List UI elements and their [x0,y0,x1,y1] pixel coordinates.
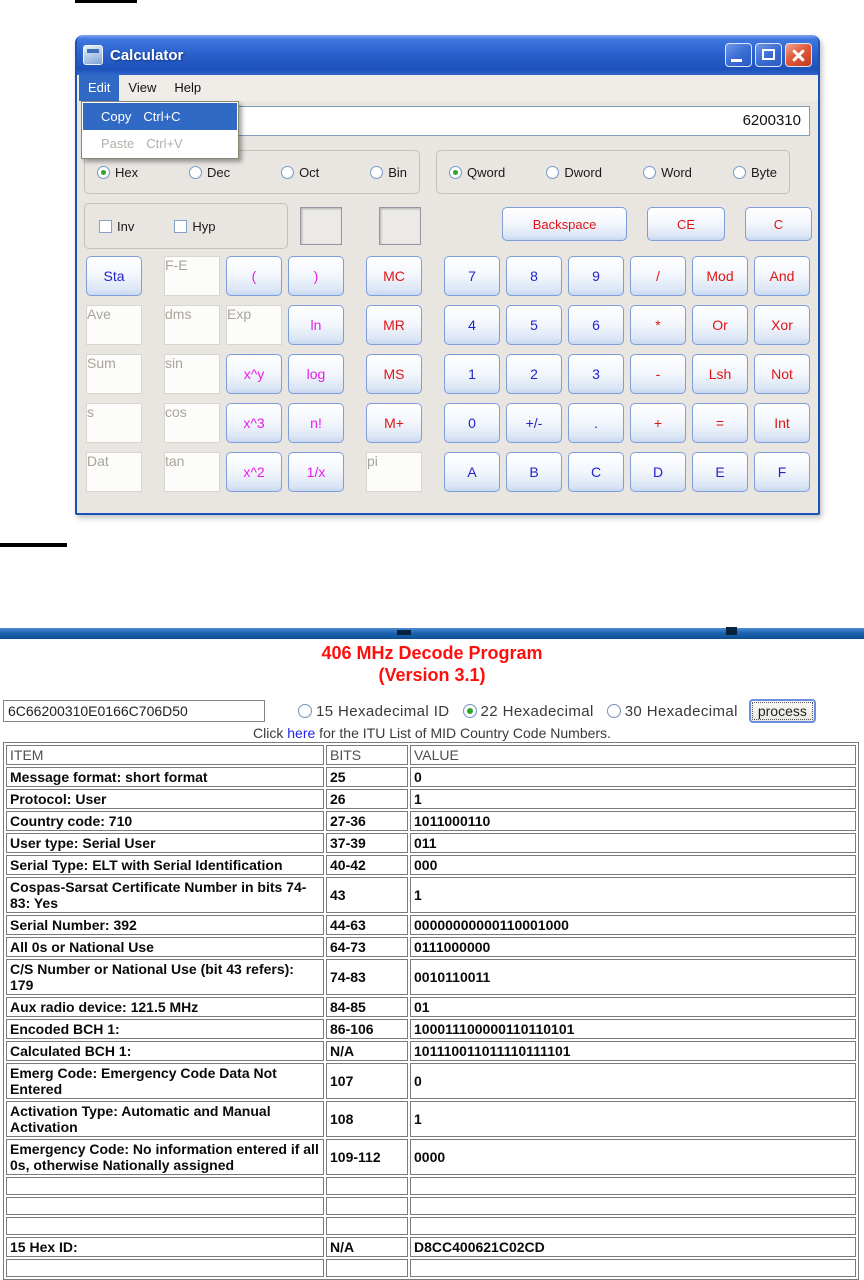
key-sta[interactable]: Sta [86,256,142,296]
key-decimal[interactable]: . [568,403,624,443]
table-row: Encoded BCH 1: 86-106 100011100000110110101 [6,1019,856,1039]
menu-bar [77,75,818,101]
key-a[interactable]: A [444,452,500,492]
key-pi: pi [366,452,422,492]
key-dat: Dat [86,452,142,492]
radio-15-hex-circle [298,704,312,718]
key-d[interactable]: D [630,452,686,492]
key-cos: cos [164,403,220,443]
calculator-display: 6200310 [87,106,810,136]
key-8[interactable]: 8 [506,256,562,296]
decode-table [3,742,859,1280]
ce-button[interactable]: CE [647,207,725,241]
key-s: s [86,403,142,443]
key-plusminus[interactable]: +/- [506,403,562,443]
key-mr[interactable]: MR [366,305,422,345]
key-exp: Exp [226,305,282,345]
backspace-button[interactable]: Backspace [502,207,627,241]
table-row: Country code: 710 27-36 1011000110 [6,811,856,831]
key-b[interactable]: B [506,452,562,492]
radio-22-hex-circle [463,704,477,718]
word-size-group [436,150,790,194]
key-multiply[interactable]: * [630,305,686,345]
key-6[interactable]: 6 [568,305,624,345]
key-f[interactable]: F [754,452,810,492]
calculator-window [75,35,820,515]
radio-30-hex-circle [607,704,621,718]
radio-dword[interactable]: Dword [546,165,602,180]
table-row: User type: Serial User 37-39 011 [6,833,856,853]
key-equals[interactable]: = [692,403,748,443]
checkbox-hyp[interactable]: Hyp [174,219,215,234]
key-2[interactable]: 2 [506,354,562,394]
table-row: Serial Type: ELT with Serial Identification 40-42 000 [6,855,856,875]
title-bar[interactable] [77,35,818,75]
key-xsquare[interactable]: x^2 [226,452,282,492]
radio-byte-circle [733,166,746,179]
hex-id-input[interactable] [3,700,265,722]
table-row: Protocol: User 26 1 [6,789,856,809]
radio-22-hex[interactable]: 22 Hexadecimal [463,703,594,720]
hyp-checkbox-box [174,220,187,233]
table-row: All 0s or National Use 64-73 0111000000 [6,937,856,957]
table-row-empty [6,1217,856,1235]
radio-bin[interactable]: Bin [370,165,407,180]
radio-hex[interactable]: Hex [97,165,138,180]
edit-menu-dropdown [81,101,239,159]
radio-hex-circle [97,166,110,179]
key-c[interactable]: C [568,452,624,492]
key-dms: dms [164,305,220,345]
radio-bin-circle [370,166,383,179]
itu-link-line: Click here for the ITU List of MID Country Code Numbers. [253,725,611,741]
key-factorial[interactable]: n! [288,403,344,443]
radio-word[interactable]: Word [643,165,692,180]
key-3[interactable]: 3 [568,354,624,394]
table-row: C/S Number or National Use (bit 43 refers): 179 74-83 0010110011 [6,959,856,995]
radio-15-hex[interactable]: 15 Hexadecimal ID [298,703,450,720]
menu-view[interactable]: View [128,80,157,95]
key-5[interactable]: 5 [506,305,562,345]
header-item: ITEM [6,745,324,765]
minimize-button[interactable] [725,43,752,67]
table-row: Activation Type: Automatic and Manual Activation 108 1 [6,1101,856,1137]
table-row: Calculated BCH 1: N/A 101110011011110111101 [6,1041,856,1061]
table-row: Emerg Code: Emergency Code Data Not Entered 107 0 [6,1063,856,1099]
table-row-empty [6,1177,856,1195]
bar-artifact [726,627,737,635]
header-value: VALUE [410,745,856,765]
key-ln[interactable]: ln [288,305,344,345]
key-ms[interactable]: MS [366,354,422,394]
key-fe: F-E [164,256,220,296]
radio-dec[interactable]: Dec [189,165,230,180]
maximize-button[interactable] [755,43,782,67]
table-row: Cospas-Sarsat Certificate Number in bits 74-83: Yes 43 1 [6,877,856,913]
key-not[interactable]: Not [754,354,810,394]
window-title: Calculator [110,46,184,64]
paste-shortcut: Ctrl+V [146,136,183,151]
menu-edit[interactable]: Edit [79,75,119,101]
process-button[interactable]: process [749,699,816,723]
key-ave: Ave [86,305,142,345]
paren-indicator-box [300,207,342,245]
key-plus[interactable]: + [630,403,686,443]
menu-help[interactable]: Help [174,80,202,95]
key-sum: Sum [86,354,142,394]
key-9[interactable]: 9 [568,256,624,296]
itu-link[interactable]: here [287,725,316,741]
header-bits: BITS [326,745,408,765]
table-row: Message format: short format 25 0 [6,767,856,787]
table-row-empty [6,1259,856,1277]
menu-item-copy[interactable]: Copy Ctrl+C [83,103,237,130]
key-xcube[interactable]: x^3 [226,403,282,443]
key-1[interactable]: 1 [444,354,500,394]
key-e[interactable]: E [692,452,748,492]
table-row: Aux radio device: 121.5 MHz 84-85 01 [6,997,856,1017]
key-lsh[interactable]: Lsh [692,354,748,394]
table-row-empty [6,1197,856,1215]
decode-form [3,699,863,723]
inv-hyp-group [84,203,288,249]
bar-artifact [397,630,411,635]
close-button[interactable] [785,43,812,67]
table-row: 15 Hex ID: N/A D8CC400621C02CD [6,1237,856,1257]
key-mplus[interactable]: M+ [366,403,422,443]
key-0[interactable]: 0 [444,403,500,443]
radio-word-circle [643,166,656,179]
key-mod[interactable]: Mod [692,256,748,296]
key-divide[interactable]: / [630,256,686,296]
table-header-row [6,745,856,765]
key-grid [86,256,810,501]
menu-item-paste: Paste Ctrl+V [101,136,183,151]
key-or[interactable]: Or [692,305,748,345]
checkbox-inv[interactable]: Inv [99,219,134,234]
key-rparen[interactable]: ) [288,256,344,296]
key-int[interactable]: Int [754,403,810,443]
key-mc[interactable]: MC [366,256,422,296]
clear-button[interactable]: C [745,207,812,241]
decode-version: (Version 3.1) [378,665,486,685]
key-tan: tan [164,452,220,492]
table-row: Emergency Code: No information entered if all 0s, otherwise Nationally assigned 109-112 0000 [6,1139,856,1175]
key-4[interactable]: 4 [444,305,500,345]
radio-oct-circle [281,166,294,179]
radio-byte[interactable]: Byte [733,165,777,180]
key-lparen[interactable]: ( [226,256,282,296]
key-log[interactable]: log [288,354,344,394]
top-underline [75,0,137,3]
radio-dword-circle [546,166,559,179]
decode-title: 406 MHz Decode Program [321,643,543,663]
memory-indicator-box [379,207,421,245]
calculator-icon [83,45,103,65]
inv-checkbox-box [99,220,112,233]
radio-qword[interactable]: Qword [449,165,505,180]
radio-oct[interactable]: Oct [281,165,319,180]
radio-30-hex[interactable]: 30 Hexadecimal [607,703,738,720]
radio-qword-circle [449,166,462,179]
radio-dec-circle [189,166,202,179]
key-7[interactable]: 7 [444,256,500,296]
key-xor[interactable]: Xor [754,305,810,345]
mid-underline [0,543,67,547]
table-row: Serial Number: 392 44-63 00000000000110001000 [6,915,856,935]
key-sin: sin [164,354,220,394]
key-xpowy[interactable]: x^y [226,354,282,394]
key-and[interactable]: And [754,256,810,296]
key-minus[interactable]: - [630,354,686,394]
key-reciprocal[interactable]: 1/x [288,452,344,492]
copy-shortcut: Ctrl+C [143,109,181,124]
